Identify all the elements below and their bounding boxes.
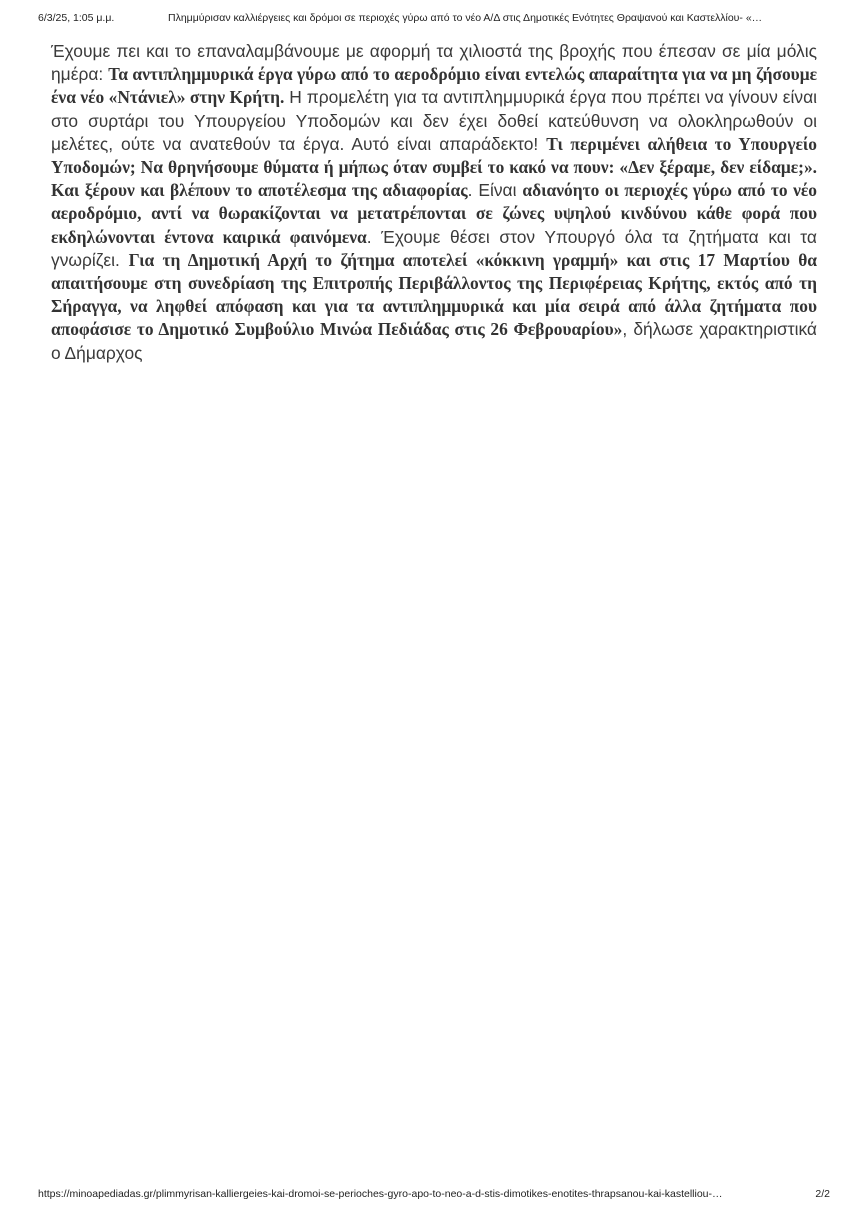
print-footer: [38, 1188, 830, 1202]
bold-segment: αδιανόητο οι περιοχές γύρω από το νέο αεροδρόμιο, αντί να θωρακίζονται να μετατρέπονται σε ζώνες υψηλού κινδύνου κάθε φορά που εκδηλώνονται έντονα καιρικά φαινόμενα: [51, 180, 817, 247]
text-segment: . Έχουμε θέσει στον Υπουργό όλα τα ζητήματα και τα γνωρίζει.: [51, 226, 817, 270]
page-number: 2/2: [815, 1188, 830, 1200]
print-datetime: 6/3/25, 1:05 μ.μ.: [38, 12, 115, 24]
text-segment: Η προμελέτη για τα αντιπλημμυρικά έργα που πρέπει να γίνουν είναι στο συρτάρι του Υπουργείου Υποδομών και δεν έχει δοθεί κατεύθυνση να ολοκληρωθούν οι μελέτες, ούτε να ανατεθούν τα έργα. Αυτό είναι απαράδεκτο!: [51, 87, 817, 154]
bold-segment: Τα αντιπλημμυρικά έργα γύρω από το αεροδρόμιο είναι εντελώς απαραίτητα για να μη ζήσουμε ένα νέο «Ντάνιελ» στην Κρήτη.: [51, 64, 817, 108]
text-segment: . Είναι: [467, 180, 523, 201]
page-url: https://minoapediadas.gr/plimmyrisan-kalliergeies-kai-dromoi-se-perioches-gyro-apo-to-neo-a-d-stis-dimotikes-enotites-thrapsanou-kai-kastelliou-…: [38, 1188, 723, 1200]
bold-segment: Τι περιμένει αλήθεια το Υπουργείο Υποδομών; Να θρηνήσουμε θύματα ή μήπως όταν συμβεί το κακό να πουν: «Δεν ξέραμε, δεν είδαμε;». Και ξέρουν και βλέπουν το αποτέλεσμα της αδιαφορίας: [51, 133, 817, 201]
article-paragraph: [51, 40, 817, 365]
text-segment: , δήλωσε χαρακτηριστικά ο Δήμαρχος: [51, 319, 817, 363]
print-header: [38, 12, 830, 26]
text-segment: Έχουμε πει και το επαναλαμβάνουμε με αφορμή τα χιλιοστά της βροχής που έπεσαν σε μία μόλις ημέρα:: [51, 41, 817, 85]
print-page-title: Πλημμύρισαν καλλιέργειες και δρόμοι σε περιοχές γύρω από το νέο Α/Δ στις Δημοτικές Ενότητες Θραψανού και Καστελλίου- «…: [168, 12, 763, 24]
article-body: [51, 40, 817, 365]
bold-segment: Για τη Δημοτική Αρχή το ζήτημα αποτελεί «κόκκινη γραμμή» και στις 17 Μαρτίου θα απαιτήσουμε στη συνεδρίαση της Επιτροπής Περιβάλλοντος της Περιφέρειας Κρήτης, εκτός από τη Σήραγγα, να ληφθεί απόφαση και για τα αντιπλημμυρικά και μία σειρά από άλλα ζητήματα που αποφάσισε το Δημοτικό Συμβούλιο Μινώα Πεδιάδας στις 26 Φεβρουαρίου»: [51, 249, 817, 340]
